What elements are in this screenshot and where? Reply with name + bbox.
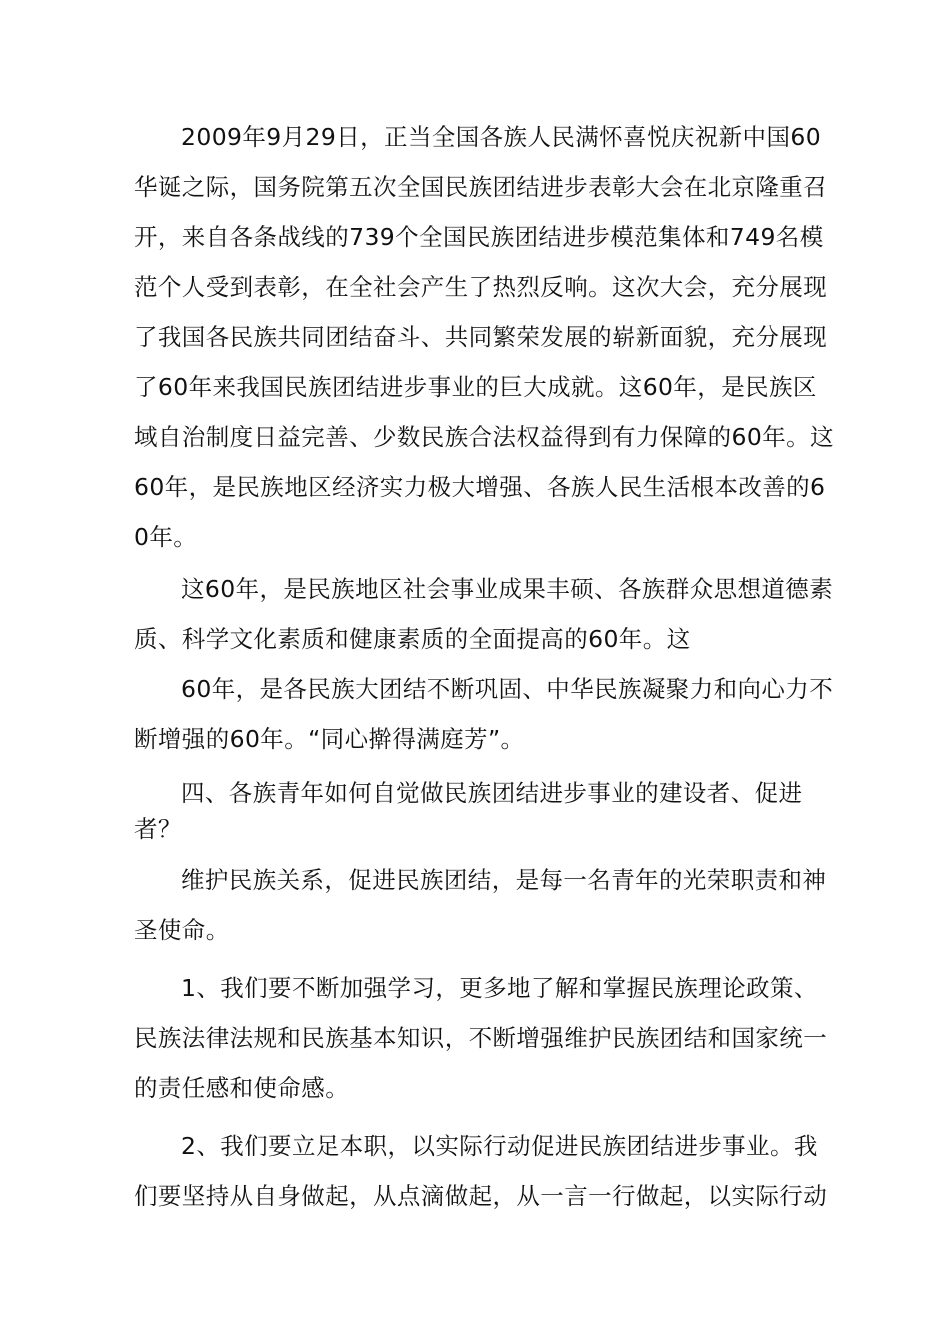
paragraph-3: 60年，是各民族大团结不断巩固、中华民族凝聚力和向心力不断增强的60年。“同心擀得满庭芳”。 [134,675,834,753]
paragraph-7: 2、我们要立足本职，以实际行动促进民族团结进步事业。我们要坚持从自身做起，从点滴做起，从一言一行做起，以实际行动 [134,1132,828,1210]
paragraph-2: 这60年，是民族地区社会事业成果丰硕、各族群众思想道德素质、科学文化素质和健康素质的全面提高的60年。这 [134,575,834,653]
section-heading-4: 四、各族青年如何自觉做民族团结进步事业的建设者、促进者？ [134,779,803,843]
paragraph-5: 维护民族关系，促进民族团结，是每一名青年的光荣职责和神圣使命。 [134,866,827,944]
document-body [134,112,834,1221]
paragraph-1: 2009年9月29日，正当全国各族人民满怀喜悦庆祝新中国60华诞之际，国务院第五次全国民族团结进步表彰大会在北京隆重召开，来自各条战线的739个全国民族团结进步模范集体和749名模范个人受到表彰，在全社会产生了热烈反响。这次大会，充分展现了我国各民族共同团结奋斗、共同繁荣发展的崭新面貌，充分展现了60年来我国民族团结进步事业的巨大成就。这60年，是民族区域自治制度日益完善、少数民族合法权益得到有力保障的60年。这60年，是民族地区经济实力极大增强、各族人民生活根本改善的60年。 [134,123,834,551]
paragraph-6: 1、我们要不断加强学习，更多地了解和掌握民族理论政策、民族法律法规和民族基本知识，不断增强维护民族团结和国家统一的责任感和使命感。 [134,974,828,1102]
